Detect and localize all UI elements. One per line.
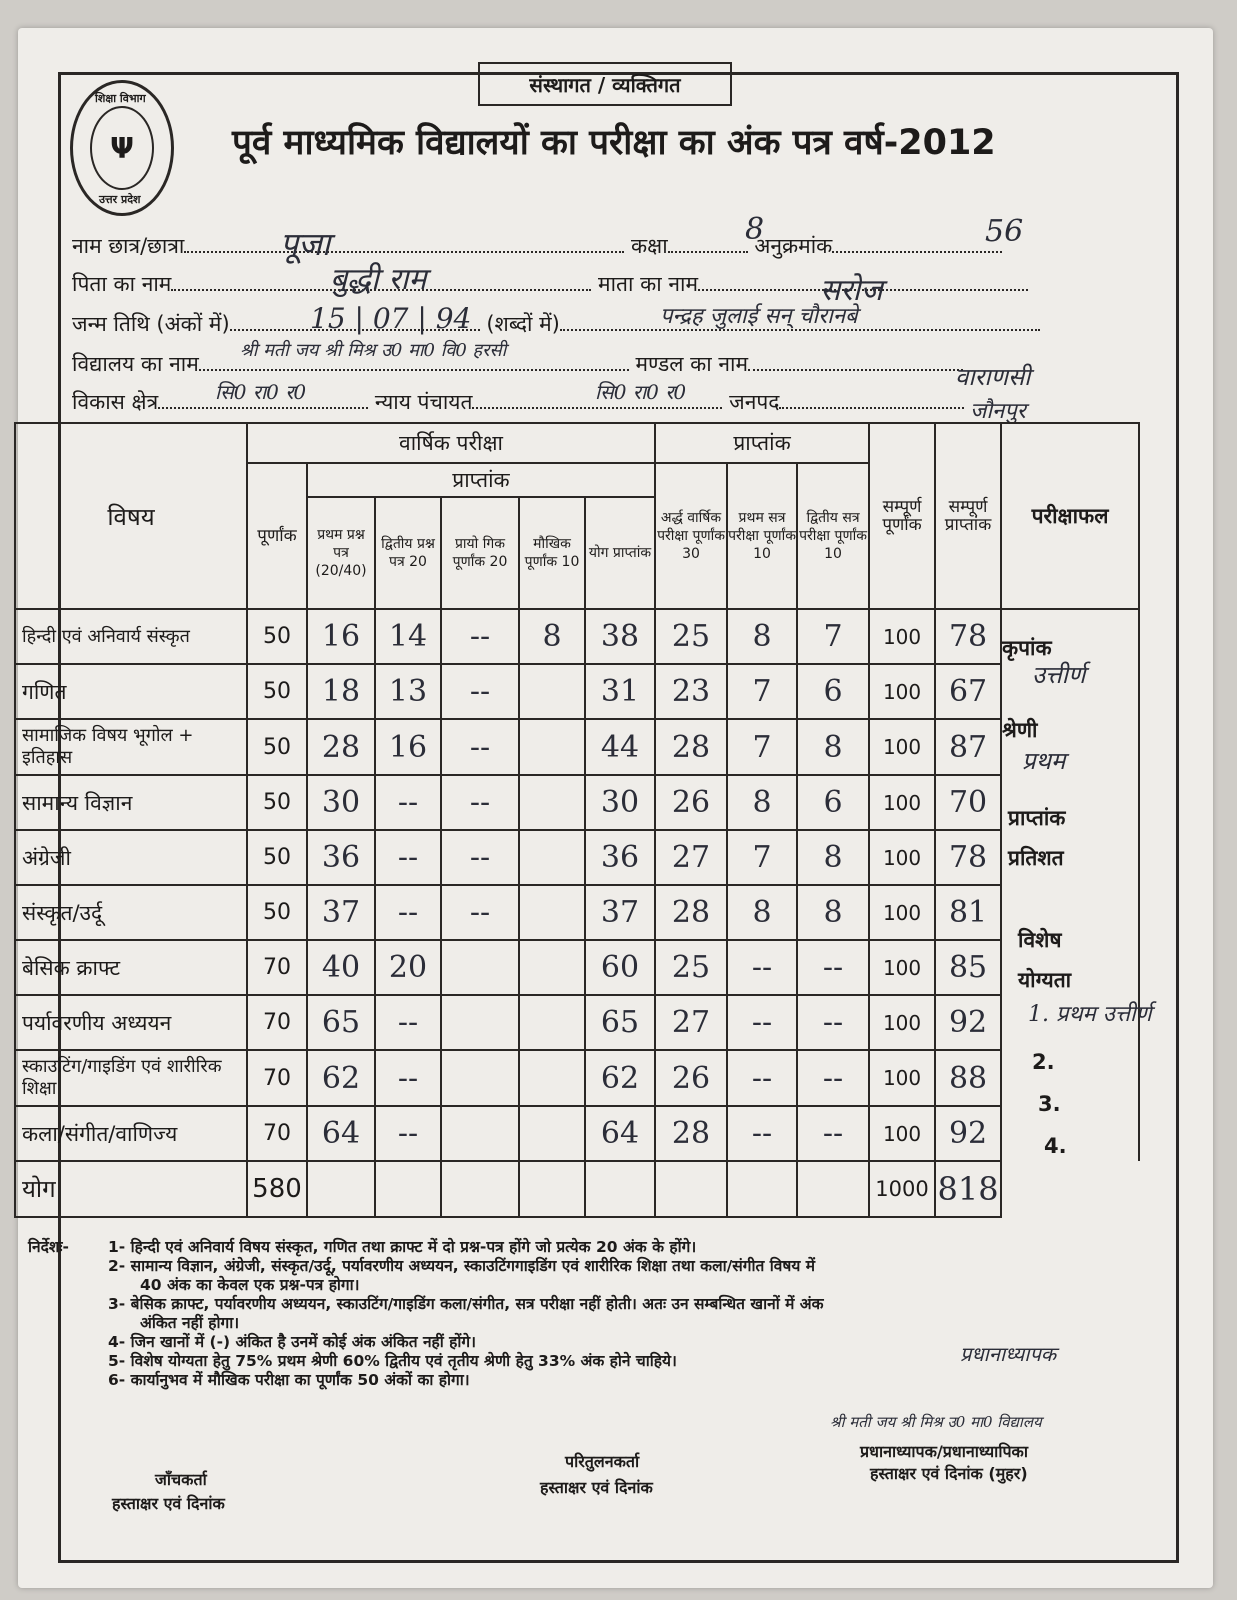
term2-cell: 6 (797, 775, 869, 830)
practical-cell (441, 1050, 519, 1106)
half-yearly-cell: 25 (655, 940, 727, 995)
paper2-cell: -- (375, 1050, 441, 1106)
grand-obtained-cell: 81 (935, 885, 1001, 940)
grand-full-cell: 100 (869, 775, 935, 830)
oral-cell (519, 719, 585, 775)
checker-title: परितुलनकर्ता (565, 1452, 640, 1471)
total-grand-full: 1000 (869, 1161, 935, 1217)
paper1-cell: 28 (307, 719, 375, 775)
result-cell (1001, 1050, 1139, 1106)
paper2-cell: 13 (375, 664, 441, 719)
panchayat-label: न्याय पंचायत (374, 390, 473, 414)
term2-cell: 7 (797, 609, 869, 664)
school-value: श्री मती जय श्री मिश्र उ0 मा0 वि0 हरसी (240, 340, 507, 361)
term2-cell: 6 (797, 664, 869, 719)
special-label: विशेष योग्यता (1018, 928, 1072, 992)
seal-top-text: शिक्षा विभाग (95, 92, 146, 105)
paper2-cell: 20 (375, 940, 441, 995)
notes-label: निर्देशः- (28, 1238, 69, 1256)
full-marks-cell: 50 (247, 885, 307, 940)
half-yearly-cell: 25 (655, 609, 727, 664)
term2-cell: -- (797, 1106, 869, 1161)
practical-cell (441, 1106, 519, 1161)
instructions (28, 1238, 1178, 1390)
term1-cell: 7 (727, 664, 797, 719)
full-marks-cell: 70 (247, 1050, 307, 1106)
paper1-header: प्रथम प्रश्न पत्र (20/40) (307, 497, 375, 609)
grace-value: उत्तीर्ण (1032, 661, 1086, 689)
half-yearly-cell: 28 (655, 719, 727, 775)
term1-cell: -- (727, 1106, 797, 1161)
dob-words-label: (शब्दों में) (486, 312, 560, 336)
grand-obtained-cell: 70 (935, 775, 1001, 830)
grand-full-cell: 100 (869, 1106, 935, 1161)
oral-cell (519, 1050, 585, 1106)
total-cell: 60 (585, 940, 655, 995)
practical-cell: -- (441, 719, 519, 775)
oral-cell (519, 940, 585, 995)
practical-cell (441, 995, 519, 1050)
total-row-label: योग (15, 1161, 247, 1217)
grand-full-cell: 100 (869, 885, 935, 940)
paper1-cell: 37 (307, 885, 375, 940)
marks-table (14, 422, 1140, 1218)
principal-title: प्रधानाध्यापक/प्रधानाध्यापिका (860, 1442, 1028, 1461)
mandal-value: वाराणसी (955, 363, 1031, 391)
total-cell: 44 (585, 719, 655, 775)
practical-cell: -- (441, 885, 519, 940)
term2-cell: -- (797, 995, 869, 1050)
total-obtained-header: योग प्राप्तांक (585, 497, 655, 609)
total-cell: 38 (585, 609, 655, 664)
mother-value: सरोज (820, 273, 883, 308)
term2-cell: 8 (797, 719, 869, 775)
dob-words-value: पन्द्रह जुलाई सन् चौरानबे (660, 304, 858, 329)
father-label: पिता का नाम (72, 272, 172, 296)
term2-cell: 8 (797, 885, 869, 940)
table-row (15, 719, 1139, 775)
practical-cell: -- (441, 775, 519, 830)
total-cell: 30 (585, 775, 655, 830)
panchayat-value: सि0 रा0 र0 (595, 380, 687, 404)
half-yearly-cell: 26 (655, 775, 727, 830)
paper1-cell: 36 (307, 830, 375, 885)
paper2-cell: 14 (375, 609, 441, 664)
subject-cell: बेसिक क्राफ्ट (15, 940, 247, 995)
full-marks-cell: 50 (247, 719, 307, 775)
full-marks-cell: 50 (247, 830, 307, 885)
paper2-cell: -- (375, 775, 441, 830)
note-1: 1- हिन्दी एवं अनिवार्य विषय संस्कृत, गणित तथा क्राफ्ट में दो प्रश्न-पत्र होंगे जो प्रत्येक 20 अंक के होंगे। (108, 1238, 697, 1256)
grand-obtained-cell: 78 (935, 830, 1001, 885)
total-cell: 31 (585, 664, 655, 719)
oral-header: मौखिक पूर्णांक 10 (519, 497, 585, 609)
full-marks-cell: 70 (247, 940, 307, 995)
total-cell: 37 (585, 885, 655, 940)
seal-bottom-text: उत्तर प्रदेश (99, 193, 141, 206)
total-grand-obtained: 818 (935, 1161, 1001, 1217)
table-row (15, 609, 1139, 664)
practical-cell (441, 940, 519, 995)
half-yearly-cell: 28 (655, 1106, 727, 1161)
grand-full-cell: 100 (869, 609, 935, 664)
checker-sign-label: हस्ताक्षर एवं दिनांक (540, 1478, 653, 1497)
roll-value: 56 (985, 214, 1024, 249)
total-cell: 36 (585, 830, 655, 885)
subject-cell: अंग्रेजी (15, 830, 247, 885)
oral-cell (519, 830, 585, 885)
special-1: 1. प्रथम उत्तीर्ण (1028, 1002, 1152, 1027)
full-marks-header: पूर्णांक (247, 463, 307, 609)
full-marks-cell: 50 (247, 664, 307, 719)
table-row (15, 830, 1139, 885)
table-row (15, 1050, 1139, 1106)
subject-cell: सामाजिक विषय भूगोल + इतिहास (15, 719, 247, 775)
grand-full-cell: 100 (869, 940, 935, 995)
oral-cell (519, 1106, 585, 1161)
paper2-header: द्वितीय प्रश्न पत्र 20 (375, 497, 441, 609)
subject-cell: सामान्य विज्ञान (15, 775, 247, 830)
paper1-cell: 40 (307, 940, 375, 995)
candidate-type-box: संस्थागत / व्यक्तिगत (478, 62, 732, 106)
name-label: नाम छात्र/छात्रा (72, 234, 185, 258)
special-4: 4. (1044, 1134, 1067, 1158)
division-value: प्रथम (1022, 747, 1066, 775)
note-3a: 3- बेसिक क्राफ्ट, पर्यावरणीय अध्ययन, स्काउटिंग/गाइडिंग कला/संगीत, सत्र परीक्षा नहीं होती। अतः उन सम्बन्धित खानों में अंक (108, 1295, 824, 1313)
half-yearly-cell: 23 (655, 664, 727, 719)
paper2-cell: 16 (375, 719, 441, 775)
up-education-seal (70, 80, 174, 216)
grand-obtained-cell: 92 (935, 995, 1001, 1050)
maker-title: जाँचकर्ता (155, 1470, 207, 1489)
grand-full-cell: 100 (869, 664, 935, 719)
full-marks-cell: 50 (247, 775, 307, 830)
half-yearly-cell: 28 (655, 885, 727, 940)
half-yearly-cell: 27 (655, 995, 727, 1050)
paper2-cell: -- (375, 885, 441, 940)
total-cell: 65 (585, 995, 655, 1050)
grand-obtained-cell: 87 (935, 719, 1001, 775)
district-label: जनपद (729, 390, 780, 414)
principal-stamp-line1: प्रधानाध्यापक (960, 1342, 1057, 1366)
note-2a: 2- सामान्य विज्ञान, अंग्रेजी, संस्कृत/उर्दू, पर्यावरणीय अध्ययन, स्काउटिंगगाइडिंग एवं शारीरिक शिक्षा तथा कला/संगीत विषय में (108, 1257, 815, 1275)
subject-cell: स्काउटिंग/गाइडिंग एवं शारीरिक शिक्षा (15, 1050, 247, 1106)
half-yearly-header: अर्द्ध वार्षिक परीक्षा पूर्णांक 30 (655, 463, 727, 609)
paper1-cell: 18 (307, 664, 375, 719)
result-header: परीक्षाफल (1001, 423, 1139, 609)
page-title: पूर्व माध्यमिक विद्यालयों का परीक्षा का अंक पत्र वर्ष-2012 (232, 123, 996, 163)
father-value: बुद्धी राम (330, 262, 427, 297)
mandal-label: मण्डल का नाम (635, 352, 749, 376)
paper1-cell: 30 (307, 775, 375, 830)
class-label: कक्षा (631, 234, 668, 258)
principal-sign-label: हस्ताक्षर एवं दिनांक (मुहर) (870, 1464, 1028, 1483)
total-full-marks: 580 (247, 1161, 307, 1217)
paper2-cell: -- (375, 995, 441, 1050)
total-cell: 62 (585, 1050, 655, 1106)
district-value: जौनपुर (970, 399, 1026, 424)
practical-cell: -- (441, 609, 519, 664)
full-marks-cell: 70 (247, 995, 307, 1050)
seal-emblem-icon: Ψ (90, 106, 154, 190)
term1-cell: 8 (727, 885, 797, 940)
paper1-cell: 62 (307, 1050, 375, 1106)
note-4: 4- जिन खानों में (-) अंकित है उनमें कोई अंक अंकित नहीं होंगे। (108, 1333, 477, 1351)
term2-cell: -- (797, 1050, 869, 1106)
principal-stamp-line2: श्री मती जय श्री मिश्र उ0 मा0 विद्यालय (830, 1413, 1042, 1431)
practical-cell: -- (441, 830, 519, 885)
half-yearly-cell: 27 (655, 830, 727, 885)
dob-digits-label: जन्म तिथि (अंकों में) (72, 312, 230, 336)
mother-label: माता का नाम (598, 272, 699, 296)
oral-cell: 8 (519, 609, 585, 664)
table-row (15, 885, 1139, 940)
grand-full-cell: 100 (869, 995, 935, 1050)
term1-cell: 8 (727, 775, 797, 830)
note-2b: 40 अंक का केवल एक प्रश्न-पत्र होगा। (140, 1276, 360, 1294)
grand-full-cell: 100 (869, 719, 935, 775)
subject-cell: हिन्दी एवं अनिवार्य संस्कृत (15, 609, 247, 664)
paper1-cell: 16 (307, 609, 375, 664)
roll-label: अनुक्रमांक (754, 234, 833, 258)
note-5: 5- विशेष योग्यता हेतु 75% प्रथम श्रेणी 60% द्वितीय एवं तृतीय श्रेणी हेतु 33% अंक होने चाहिये। (108, 1352, 677, 1370)
school-label: विद्यालय का नाम (72, 352, 199, 376)
maker-sign-label: हस्ताक्षर एवं दिनांक (112, 1494, 225, 1513)
practical-header: प्रायो गिक पूर्णांक 20 (441, 497, 519, 609)
special-2: 2. (1032, 1050, 1055, 1074)
oral-cell (519, 775, 585, 830)
term1-cell: -- (727, 995, 797, 1050)
table-row (15, 940, 1139, 995)
subject-cell: गणित (15, 664, 247, 719)
grand-obtained-cell: 85 (935, 940, 1001, 995)
special-3: 3. (1038, 1092, 1061, 1116)
obtained-group-header: प्राप्तांक (655, 423, 869, 463)
term1-cell: -- (727, 940, 797, 995)
grand-obtained-cell: 88 (935, 1050, 1001, 1106)
term2-cell: -- (797, 940, 869, 995)
term1-cell: 7 (727, 830, 797, 885)
note-3b: अंकित नहीं होगा। (140, 1314, 240, 1332)
note-6: 6- कार्यानुभव में मौखिक परीक्षा का पूर्णांक 50 अंकों का होगा। (108, 1371, 470, 1389)
term2-header: द्वितीय सत्र परीक्षा पूर्णांक 10 (797, 463, 869, 609)
name-value: पूजा (280, 225, 331, 263)
oral-cell (519, 885, 585, 940)
dob-digits-value: 15 | 07 | 94 (310, 302, 472, 335)
division-label: श्रेणी (1002, 718, 1038, 742)
block-value: सि0 रा0 र0 (215, 380, 307, 404)
grand-obtained-cell: 67 (935, 664, 1001, 719)
term2-cell: 8 (797, 830, 869, 885)
class-value: 8 (745, 212, 765, 247)
subject-cell: कला/संगीत/वाणिज्य (15, 1106, 247, 1161)
term1-header: प्रथम सत्र परीक्षा पूर्णांक 10 (727, 463, 797, 609)
grand-obtained-cell: 92 (935, 1106, 1001, 1161)
obtained-sub-header: प्राप्तांक (307, 463, 655, 497)
grace-label: कृपांक (1002, 636, 1052, 660)
grand-full-cell: 100 (869, 830, 935, 885)
term1-cell: 8 (727, 609, 797, 664)
col-subject-header: विषय (15, 423, 247, 609)
oral-cell (519, 995, 585, 1050)
subject-cell: पर्यावरणीय अध्ययन (15, 995, 247, 1050)
half-yearly-cell: 26 (655, 1050, 727, 1106)
table-row (15, 775, 1139, 830)
table-row (15, 995, 1139, 1050)
subject-cell: संस्कृत/उर्दू (15, 885, 247, 940)
block-label: विकास क्षेत्र (72, 390, 159, 414)
term1-cell: 7 (727, 719, 797, 775)
result-cell (1001, 1106, 1139, 1161)
full-marks-cell: 70 (247, 1106, 307, 1161)
table-row (15, 1106, 1139, 1161)
oral-cell (519, 664, 585, 719)
grand-obtained-header: सम्पूर्ण प्राप्तांक (935, 423, 1001, 609)
grand-full-cell: 100 (869, 1050, 935, 1106)
grand-full-header: सम्पूर्ण पूर्णांक (869, 423, 935, 609)
annual-exam-header: वार्षिक परीक्षा (247, 423, 655, 463)
practical-cell: -- (441, 664, 519, 719)
full-marks-cell: 50 (247, 609, 307, 664)
term1-cell: -- (727, 1050, 797, 1106)
paper2-cell: -- (375, 830, 441, 885)
total-cell: 64 (585, 1106, 655, 1161)
percent-label: प्राप्तांक प्रतिशत (1008, 806, 1066, 870)
paper1-cell: 65 (307, 995, 375, 1050)
grand-obtained-cell: 78 (935, 609, 1001, 664)
paper2-cell: -- (375, 1106, 441, 1161)
paper1-cell: 64 (307, 1106, 375, 1161)
table-row (15, 664, 1139, 719)
